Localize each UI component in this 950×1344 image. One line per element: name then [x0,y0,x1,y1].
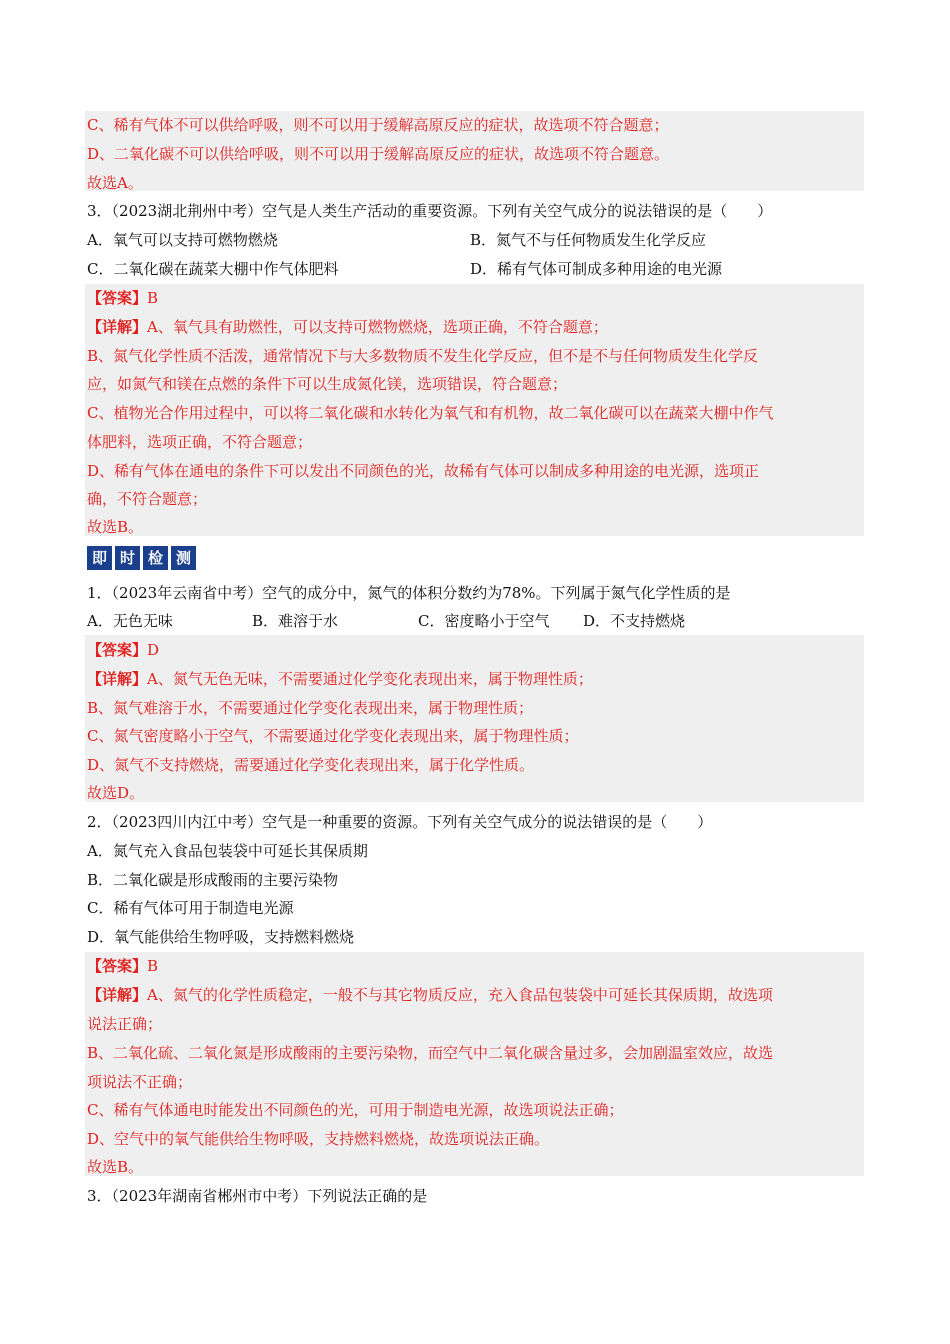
detail-tag: 【详解】 [87,986,148,1004]
question-stem: 3．（2023年湖南省郴州市中考）下列说法正确的是 [87,1187,428,1205]
detail-line: C、植物光合作用过程中，可以将二氧化碳和水转化为氧气和有机物，故二氧化碳可以在蔬菜大棚中作气 [87,404,774,422]
detail-line: B、氮气化学性质不活泼，通常情况下与大多数物质不发生化学反应，但不是不与任何物质发生化学反 [87,347,759,365]
detail-text: A、氮气无色无味，不需要通过化学变化表现出来，属于物理性质； [147,670,593,688]
detail-first-line [87,668,593,690]
question-stem: 3．（2023湖北荆州中考）空气是人类生产活动的重要资源。下列有关空气成分的说法错误的是（ ） [87,202,773,220]
banner-char: 检 [143,546,168,570]
conclusion-line: 故选B。 [87,1158,144,1176]
answer-value: B [147,289,159,307]
detail-line: 体肥料，选项正确，不符合题意； [87,433,313,451]
detail-line: 确，不符合题意； [87,490,208,508]
section-banner [87,546,196,570]
detail-first-line [87,984,773,1006]
detail-line: C、稀有气体通电时能发出不同颜色的光，可用于制造电光源，故选项说法正确； [87,1101,624,1119]
answer-tag: 【答案】 [87,289,148,307]
detail-line: C、氮气密度略小于空气，不需要通过化学变化表现出来，属于物理性质； [87,727,579,745]
answer-line [87,639,159,661]
answer-tag: 【答案】 [87,957,148,975]
question-stem: 2．（2023四川内江中考）空气是一种重要的资源。下列有关空气成分的说法错误的是（ ） [87,813,713,831]
banner-char: 测 [171,546,196,570]
detail-text: A、氮气的化学性质稳定，一般不与其它物质反应，充入食品包装袋中可延长其保质期，故选项 [147,986,773,1004]
detail-line: 说法正确； [87,1015,163,1033]
option-d: D．氧气能供给生物呼吸，支持燃料燃烧 [87,928,355,946]
detail-tag: 【详解】 [87,670,148,688]
option-b: B．氮气不与任何物质发生化学反应 [470,231,707,249]
banner-char: 时 [115,546,140,570]
detail-line: 应，如氮气和镁在点燃的条件下可以生成氮化镁，选项错误，符合题意； [87,375,568,393]
conclusion-line: 故选B。 [87,518,144,536]
detail-tag: 【详解】 [87,318,148,336]
detail-line: C、稀有气体不可以供给呼吸，则不可以用于缓解高原反应的症状，故选项不符合题意； [87,116,669,134]
option-a: A．氮气充入食品包装袋中可延长其保质期 [87,842,368,860]
detail-first-line [87,316,608,338]
option-d: D．不支持燃烧 [583,612,686,630]
answer-line [87,955,158,977]
detail-line: B、氮气难溶于水，不需要通过化学变化表现出来，属于物理性质； [87,699,534,717]
option-c: C．密度略小于空气 [418,612,550,630]
conclusion-line: 故选D。 [87,784,145,802]
conclusion-line: 故选A。 [87,174,143,192]
option-b: B．难溶于水 [252,612,339,630]
answer-tag: 【答案】 [87,641,148,659]
detail-text: A、氧气具有助燃性，可以支持可燃物燃烧，选项正确，不符合题意； [147,318,608,336]
option-c: C．二氧化碳在蔬菜大棚中作气体肥料 [87,260,339,278]
detail-line: D、稀有气体在通电的条件下可以发出不同颜色的光，故稀有气体可以制成多种用途的电光源，选项正 [87,462,760,480]
detail-line: B、二氧化硫、二氧化氮是形成酸雨的主要污染物，而空气中二氧化碳含量过多，会加剧温室效应，故选 [87,1044,774,1062]
option-a: A．无色无味 [87,612,173,630]
answer-line [87,287,158,309]
banner-char: 即 [87,546,112,570]
detail-line: 项说法不正确； [87,1073,193,1091]
option-c: C．稀有气体可用于制造电光源 [87,899,294,917]
option-a: A．氧气可以支持可燃物燃烧 [87,231,278,249]
answer-value: D [147,641,160,659]
option-b: B．二氧化碳是形成酸雨的主要污染物 [87,871,339,889]
detail-line: D、氮气不支持燃烧，需要通过化学变化表现出来，属于化学性质。 [87,756,535,774]
detail-line: D、空气中的氧气能供给生物呼吸，支持燃料燃烧，故选项说法正确。 [87,1130,550,1148]
option-d: D．稀有气体可制成多种用途的电光源 [470,260,723,278]
detail-line: D、二氧化碳不可以供给呼吸，则不可以用于缓解高原反应的症状，故选项不符合题意。 [87,145,670,163]
answer-value: B [147,957,159,975]
question-stem: 1．（2023年云南省中考）空气的成分中，氮气的体积分数约为78%。下列属于氮气化学性质的是 [87,584,731,602]
